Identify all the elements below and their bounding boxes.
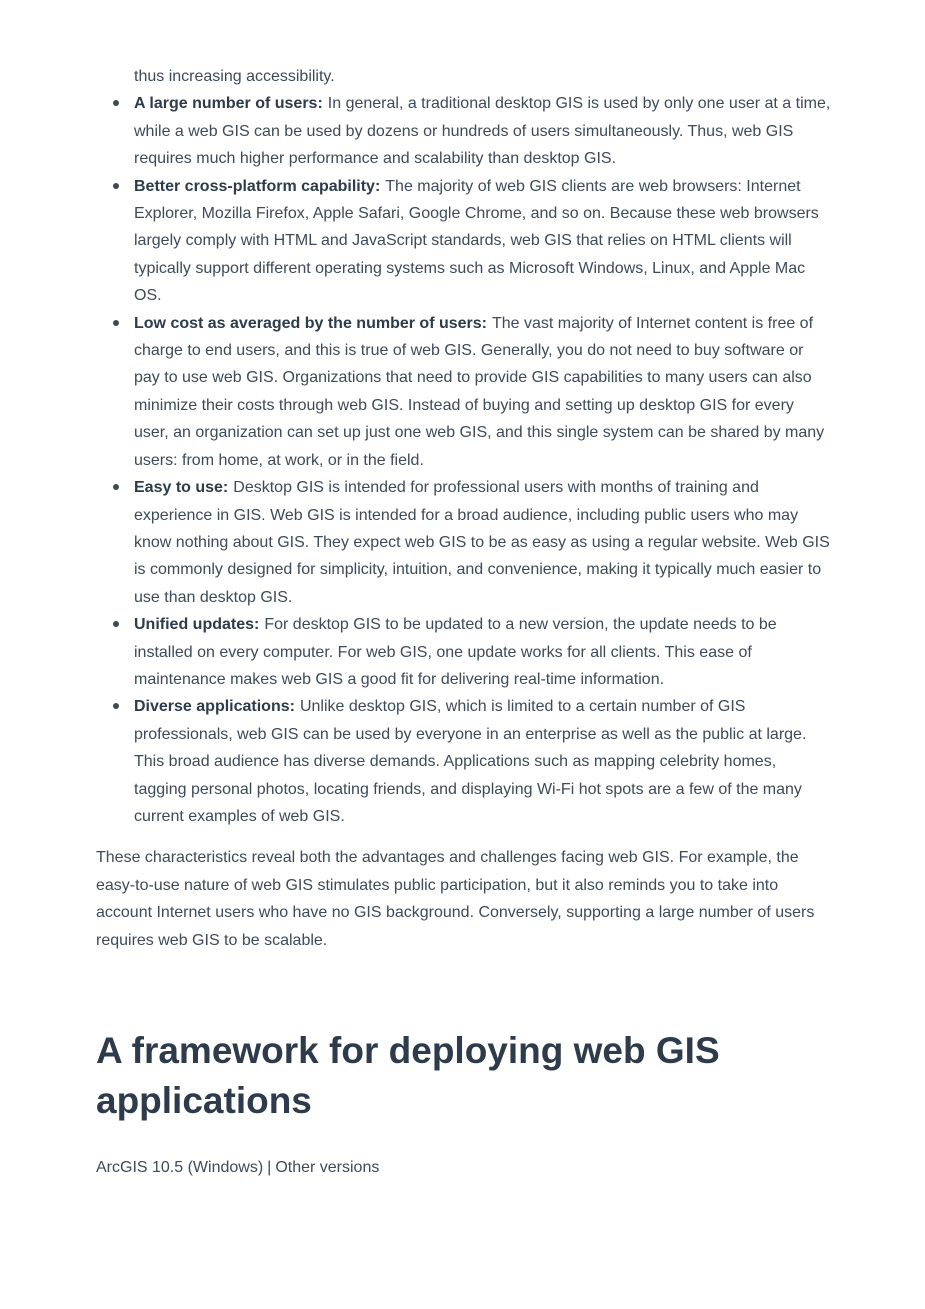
product-version: ArcGIS 10.5 (Windows): [96, 1159, 264, 1176]
bullet-icon: [113, 320, 119, 326]
item-term: Diverse applications:: [134, 698, 295, 716]
item-text: Desktop GIS is intended for professional users with months of training and experience in GIS. Web GIS is intended for a broad audience, including public users who may know nothing about GIS. They expect web GIS to be as easy as using a regular website. Web GIS is commonly designed for simplicity, intuition, and convenience, making it typically much easier to use than desktop GIS.: [134, 479, 830, 606]
list-item: [96, 693, 832, 830]
bullet-icon: [113, 621, 119, 627]
list-item: [96, 611, 832, 693]
other-versions-link[interactable]: Other versions: [275, 1159, 380, 1176]
bullet-icon: [113, 484, 119, 490]
item-term: Easy to use:: [134, 479, 229, 497]
item-text: In general, a traditional desktop GIS is used by only one user at a time, while a web GIS can be used by dozens or hundreds of users simultaneously. Thus, web GIS requires much higher performance and scalability than desktop GIS.: [134, 95, 831, 168]
list-item: [96, 173, 832, 310]
list-item: [96, 90, 832, 172]
item-text: The vast majority of Internet content is free of charge to end users, and this is true of web GIS. Generally, you do not need to buy software or pay to use web GIS. Organizations that need to provide GIS capabilities to many users can also minimize their costs through web GIS. Instead of buying and setting up desktop GIS for every user, an organization can set up just one web GIS, and this single system can be shared by many users: from home, at work, or in the field.: [134, 314, 825, 469]
bullet-icon: [113, 703, 119, 709]
item-term: Better cross-platform capability:: [134, 177, 381, 195]
item-text: Unlike desktop GIS, which is limited to a certain number of GIS professionals, web GIS can be used by everyone in an enterprise as well as the public at large. This broad audience has diverse demands. Applications such as mapping celebrity homes, tagging personal photos, locating friends, and displaying Wi-Fi hot spots are a few of the many current examples of web GIS.: [134, 698, 807, 825]
bullet-icon: [113, 183, 119, 189]
item-text: For desktop GIS to be updated to a new version, the update needs to be installed on every computer. For web GIS, one update works for all clients. This ease of maintenance makes web GIS a good fit for delivering real-time information.: [134, 616, 777, 688]
version-separator: |: [267, 1159, 272, 1176]
list-item: [96, 310, 832, 474]
item-term: Unified updates:: [134, 616, 260, 634]
summary-paragraph: These characteristics reveal both the advantages and challenges facing web GIS. For example, the easy-to-use nature of web GIS stimulates public participation, but it also reminds you to take into account Internet users who have no GIS background. Conversely, supporting a large number of users requires web GIS to be scalable.: [96, 849, 815, 949]
bullet-icon: [113, 100, 119, 106]
item-term: A large number of users:: [134, 95, 323, 113]
characteristics-list: [96, 90, 832, 830]
list-item: [96, 474, 832, 611]
section-title: A framework for deploying web GIS applications: [96, 1030, 720, 1121]
version-line: [96, 1154, 832, 1181]
intro-fragment: thus increasing accessibility.: [134, 68, 335, 85]
item-text: The majority of web GIS clients are web browsers: Internet Explorer, Mozilla Firefox, Apple Safari, Google Chrome, and so on. Because these web browsers largely comply with HTML and JavaScript standards, web GIS that relies on HTML clients will typically support different operating systems such as Microsoft Windows, Linux, and Apple Mac OS.: [134, 177, 819, 305]
item-term: Low cost as averaged by the number of users:: [134, 314, 487, 332]
article-content: [96, 63, 832, 1181]
